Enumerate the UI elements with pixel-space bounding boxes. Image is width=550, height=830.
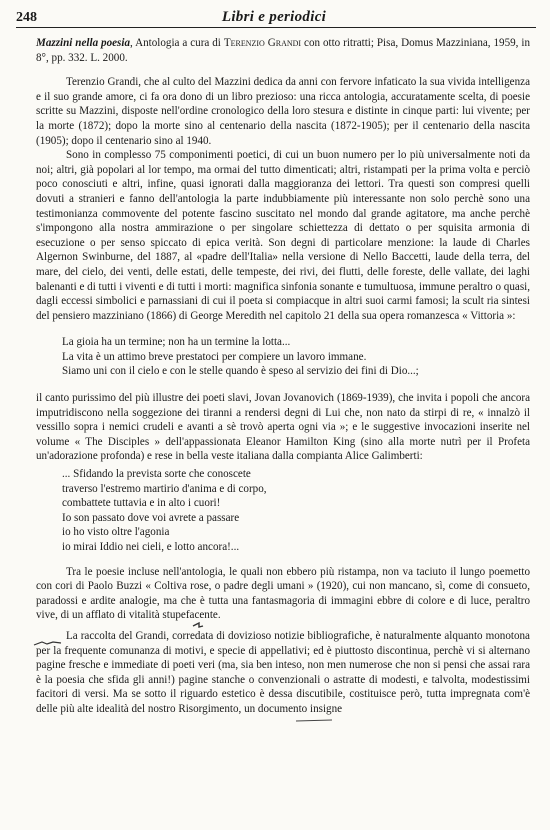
review-body: [36, 36, 530, 717]
verse-line: ... Sfidando la prevista sorte che conoscete: [62, 468, 251, 481]
verse-line: io ho visto oltre l'agonia: [62, 526, 170, 539]
header-rule: [16, 27, 536, 28]
paragraph-4: Tra le poesie incluse nell'antologia, le quali non ebbero più ristampa, non va taciuto il lungo poemetto con cori di Paolo Buzzi « Coltiva rose, o padre degli umani » (1920), cui non mancano, sì, come di consueto, paradossi e ardite analogie, ma che è tutta una fantasmagoria di immagini ebbre di colore e di luce, peraltro vive, di un afflato di vitalità stupefacente.: [36, 565, 530, 622]
bibliographic-reference: [36, 36, 530, 65]
quote-line: Siamo uni con il cielo e con le stelle quando è speso al servizio dei fini di Dio...;: [62, 365, 419, 378]
pencil-mark-underline: [296, 720, 332, 721]
editor-name: Terenzio Grandi: [223, 37, 302, 49]
quotation-king: [62, 467, 530, 555]
reference-details: con otto ritratti; Pisa, Domus Mazziniana, 1959, in 8°, pp. 332. L. 2000.: [36, 37, 531, 64]
quote-line: La gioia ha un termine; non ha un termine la lotta...: [62, 336, 291, 349]
reference-text: , Antologia a cura di: [130, 37, 224, 49]
verse-line: traverso l'estremo martirio d'anima e di corpo,: [62, 482, 267, 495]
page-number: 248: [16, 10, 37, 25]
verse-line: io mirai Iddio nei cieli, e lotto ancora!...: [62, 541, 240, 553]
verse-line: combattete tuttavia e in alto i cuori!: [62, 497, 221, 510]
paragraph-3: il canto purissimo del più illustre dei poeti slavi, Jovan Jovanovich (1869-1939), che invita i popoli che ancora imputridiscono nella soggezione dei tiranni a rendersi degni di Lui che, non nato da stirpi di re, « innalzò il vessillo sopra i nemici crudeli e avanti a sè trovò aperta ogni via »; e le suggestive invocazioni inserite nel volume « The Disciples » dell'appassionata Eleanor Hamilton King (sino alla morte nutrì per il Profeta un'adorazione profonda) e rese in bella veste italiana dalla compianta Alice Galimberti:: [36, 392, 530, 463]
paragraph-2: Sono in complesso 75 componimenti poetici, di cui un buon numero per lo più universalmente noti da noi; altri, già popolari al lor tempo, ma ormai del tutto dimenticati; altri, ristampati per la prima volta e perciò poco conosciuti e altri, infine, quasi ignorati dalla maggioranza dei lettori. Tra questi son compresi quelli dovuti a stranieri e fanno dell'antologia la parte indubbiamente più interessante non solo perchè sono una testimonianza commovente del potente fascino suscitato nel mondo dal grande agitatore, ma anche perchè s'impongono alla nostra ammirazione o per singolare schiettezza di dettato o per squisita armonia di esecuzione o per senso spiccato di epica verità. Son degni di particolare menzione: la laude di Charles Algernon Swinburne, del 1887, al «padre dell'Italia» nella versione di Nello Baccetti, laude della terra, del mare, del cielo, dei venti, delle estati, delle tempeste, dei rivi, dei flutti, delle foreste, delle vallate, dei laghi balenanti e di tutti i viventi e di tutti i morti: magnifica sinfonia sonante e tumultuosa, immune peraltro o quasi, dagli eccessi simbolici e parnassiani di cui il poeta si compiacque in altri suoi carmi famosi; la scult ria sintesi del pensiero mazziniano (1866) di George Meredith nel capitolo 21 della sua opera romanzesca « Vittoria »:: [36, 149, 530, 322]
running-title: Libri e periodici: [221, 9, 327, 25]
verse-line: Io son passato dove voi avrete a passare: [62, 511, 240, 524]
quotation-meredith: [62, 335, 530, 379]
paragraph-5: La raccolta del Grandi, corredata di dovizioso notizie bibliografiche, è naturalmente alquanto monotona per la frequente comunanza di motivi, e specie di appellativi; ed è piuttosto discontinua, perchè vi si alternano pagine fresche e immediate di poeti veri (ma, sia ben inteso, non men numerose che non si pensi che assai rara è la poesia che sfida gli anni!) pagine stanche o convenzionali o astratte di modesti, e talvolta, modestissimi facitori di versi. Ma se sotto il riguardo estetico è dessa discutibile, costituisce però, tutta impregnata com'è delle più alte idealità del nostro Risorgimento, un documento insigne: [36, 629, 530, 715]
quote-line: La vita è un attimo breve prestatoci per compiere un lavoro immane.: [62, 350, 367, 363]
book-title: Mazzini nella poesia: [36, 37, 131, 49]
paragraph-1: Terenzio Grandi, che al culto del Mazzini dedica da anni con fervore infaticato la sua vivida intelligenza e il suo grande amore, ci fa ora dono di un libro prezioso: una ricca antologia, accuratamente scelta, di poesie scritte su Mazzini, disposte nell'ordine cronologico della loro stesura e distinte in cinque parti: lui vivente; per la morte (1872); dopo la morte sino al centenario della nascita (1872-1905); per il centenario della nascita (1905); dopo il centenario sino al 1940.: [36, 76, 530, 147]
